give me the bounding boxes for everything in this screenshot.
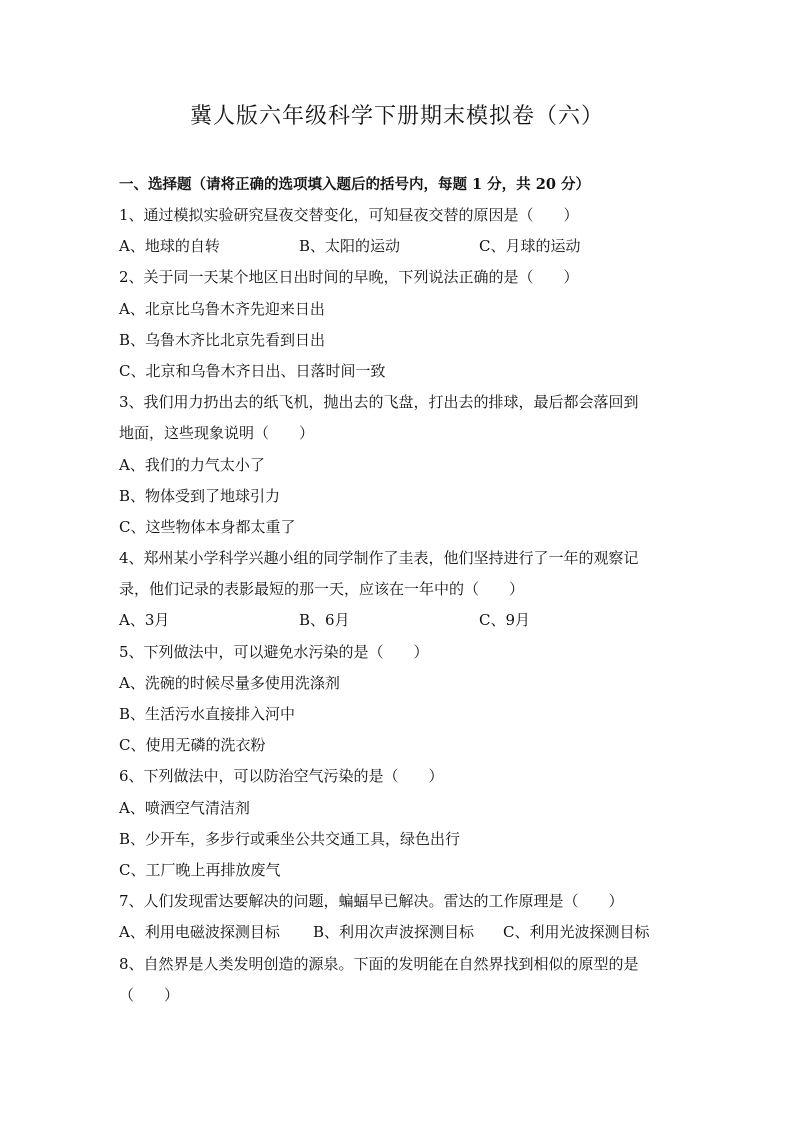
question-3-option-b: B、物体受到了地球引力 [119,486,281,505]
question-3-stem-line-2: 地面，这些现象说明（ ） [119,424,315,443]
question-1-option-c: C、月球的运动 [479,237,581,256]
question-1-options [119,231,679,262]
question-3-option-c: C、这些物体本身都太重了 [119,517,296,536]
question-4-stem-line-1: 4、郑州某小学科学兴趣小组的同学制作了圭表，他们坚持进行了一年的观察记 [119,549,639,568]
question-2-stem: 2、关于同一天某个地区日出时间的早晚，下列说法正确的是（ ） [119,268,579,287]
question-6-stem: 6、下列做法中，可以防治空气污染的是（ ） [119,767,444,786]
question-6-option-b: B、少开车，多步行或乘坐公共交通工具，绿色出行 [119,829,461,848]
question-2-option-b: B、乌鲁木齐比北京先看到日出 [119,330,326,349]
question-8-stem-line-2: （ ） [119,985,180,1004]
question-4-option-b: B、6月 [299,611,350,630]
question-1-stem: 1、通过模拟实验研究昼夜交替变化，可知昼夜交替的原因是（ ） [119,206,579,224]
question-3-stem-line-1: 3、我们用力扔出去的纸飞机，抛出去的飞盘，打出去的排球，最后都会落回到 [119,393,639,412]
question-list [119,200,679,1011]
question-1-option-a: A、地球的自转 [119,237,220,256]
question-7-stem: 7、人们发现雷达要解决的问题，蝙蝠早已解决。雷达的工作原理是（ ） [119,892,624,911]
question-7-option-b: B、利用次声波探测目标 [313,923,475,942]
question-1-option-b: B、太阳的运动 [299,237,401,256]
question-7-option-a: A、利用电磁波探测目标 [119,923,280,942]
question-4-option-c: C、9月 [479,611,531,630]
section-heading: 一、选择题（请将正确的选项填入题后的括号内，每题 1 分，共 20 分） [119,176,590,193]
question-4-options [119,605,679,636]
question-4-option-a: A、3月 [119,611,170,630]
page-title: 冀人版六年级科学下册期末模拟卷（六） [189,104,604,129]
question-4-stem-line-2: 录，他们记录的表影最短的那一天，应该在一年中的（ ） [119,580,525,599]
question-7-option-c: C、利用光波探测目标 [503,923,650,942]
question-5-stem: 5、下列做法中，可以避免水污染的是（ ） [119,642,429,661]
question-3-option-a: A、我们的力气太小了 [119,455,265,474]
question-5-option-c: C、使用无磷的洗衣粉 [119,736,266,755]
question-5-option-a: A、洗碗的时候尽量多使用洗涤剂 [119,673,340,692]
question-6-option-c: C、工厂晚上再排放废气 [119,860,281,879]
question-5-option-b: B、生活污水直接排入河中 [119,705,296,723]
question-7-options [119,917,679,948]
question-6-option-a: A、喷洒空气清洁剂 [119,798,250,817]
question-2-option-c: C、北京和乌鲁木齐日出、日落时间一致 [119,361,386,380]
question-2-option-a: A、北京比乌鲁木齐先迎来日出 [119,299,325,318]
question-8-stem-line-1: 8、自然界是人类发明创造的源泉。下面的发明能在自然界找到相似的原型的是 [119,954,639,973]
